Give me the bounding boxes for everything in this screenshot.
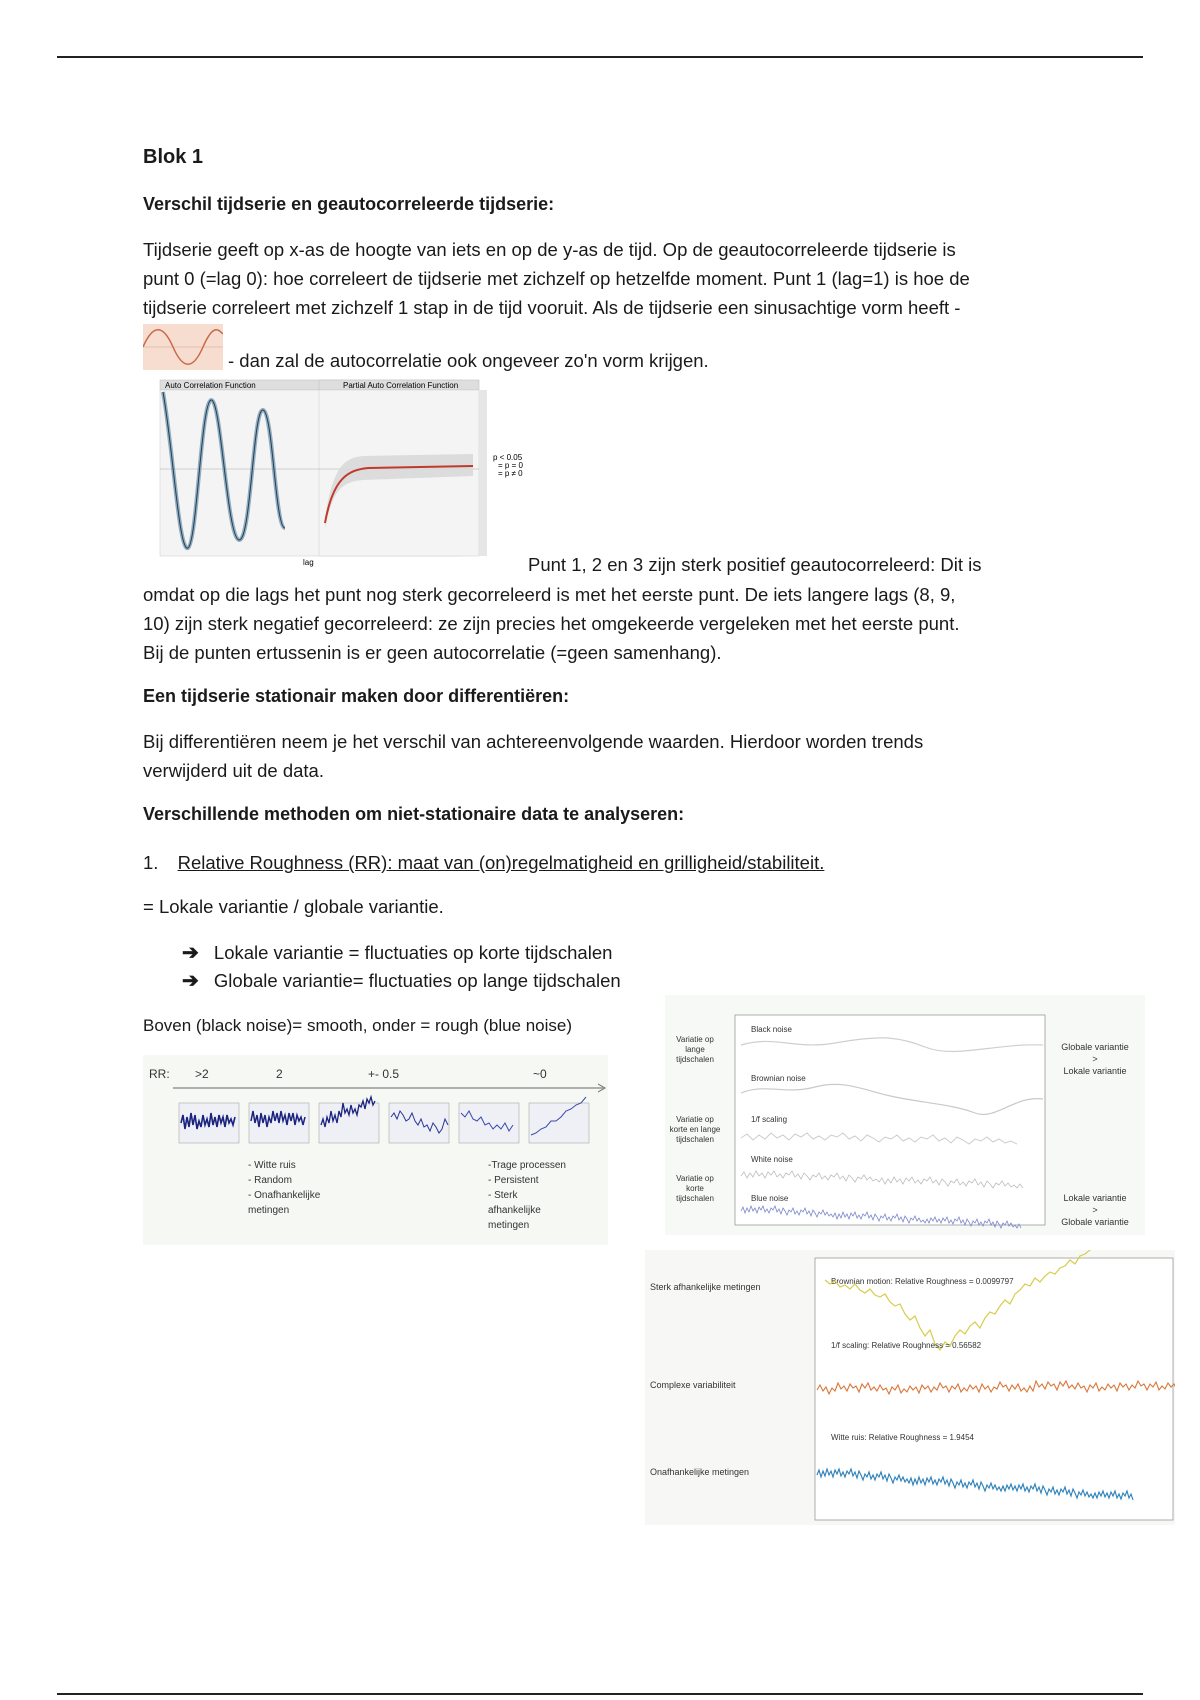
acf-title: Auto Correlation Function: [165, 381, 256, 390]
rr-tick-1: >2: [195, 1067, 209, 1081]
rough-series-2-label: 1/f scaling: Relative Roughness = 0.56582: [831, 1341, 982, 1350]
series-brownian-noise: Brownian noise: [751, 1074, 806, 1083]
after-line-4: Bij de punten ertussenin is er geen autocorrelatie (=geen samenhang).: [143, 642, 722, 663]
series-white-noise: White noise: [751, 1155, 793, 1164]
left-label-2b: korte en lange: [669, 1125, 721, 1134]
page-heading: Blok 1: [143, 146, 204, 168]
section1-paragraph: [143, 235, 1083, 322]
right-note-1: -Trage processen: [488, 1160, 566, 1171]
left-label-2c: tijdschalen: [676, 1135, 714, 1144]
para-line-2: punt 0 (=lag 0): hoe correleert de tijdserie met zichzelf op hetzelfde moment. Punt 1 (lag=1) is hoe de: [143, 268, 970, 289]
bullet-1: [182, 938, 612, 968]
section2-line-2: verwijderd uit de data.: [143, 760, 324, 781]
left-note-4: metingen: [248, 1205, 290, 1216]
section2-paragraph: [143, 727, 1103, 785]
left-label-1c: tijdschalen: [676, 1055, 714, 1064]
rr-tick-4: ~0: [533, 1067, 547, 1081]
left-note-2: - Random: [248, 1175, 292, 1186]
rr-label: RR:: [149, 1067, 170, 1081]
rough-left-label-1: Sterk afhankelijke metingen: [650, 1282, 761, 1292]
after-paragraph: [143, 580, 1103, 667]
after-line-3: 10) zijn sterk negatief gecorreleerd: ze zijn precies het omgekeerde vergeleken met het eerste punt.: [143, 613, 960, 634]
section2-line-1: Bij differentiëren neem je het verschil van achtereenvolgende waarden. Hierdoor worden trends: [143, 731, 924, 752]
para-line-4: - dan zal de autocorrelatie ook ongeveer zo'n vorm krijgen.: [228, 350, 709, 371]
list-item-number: 1.: [143, 852, 159, 873]
series-black-noise: Black noise: [751, 1025, 792, 1034]
left-label-1b: lange: [685, 1045, 705, 1054]
acf-xlabel: lag: [303, 558, 314, 567]
left-label-2a: Variatie op: [676, 1115, 714, 1124]
left-label-3c: tijdschalen: [676, 1194, 714, 1203]
after-line-2: omdat op die lags het punt nog sterk gecorreleerd is met het eerste punt. De iets langere lags (8, 9,: [143, 584, 956, 605]
bottom-rule: [57, 1693, 1143, 1695]
series-blue-noise: Blue noise: [751, 1194, 789, 1203]
section1-title: Verschil tijdserie en geautocorreleerde tijdserie:: [143, 194, 555, 214]
after-line-1: Punt 1, 2 en 3 zijn sterk positief geautocorreleerd: Dit is: [528, 554, 982, 575]
acf-pacf-figure: [143, 378, 533, 568]
right-top-3: Lokale variantie: [1063, 1066, 1127, 1076]
left-note-3: - Onafhankelijke: [248, 1190, 321, 1201]
rough-series-1-label: Brownian motion: Relative Roughness = 0.0099797: [831, 1277, 1014, 1286]
left-label-1a: Variatie op: [676, 1035, 714, 1044]
right-bottom-3: Globale variantie: [1061, 1217, 1129, 1227]
arrow-icon: ➔: [182, 942, 199, 964]
rough-left-label-2: Complexe variabiliteit: [650, 1380, 736, 1390]
arrow-icon: ➔: [182, 970, 199, 992]
para-line-1: Tijdserie geeft op x-as de hoogte van iets en op de y-as de tijd. Op de geautocorreleerde tijdserie is: [143, 239, 956, 260]
left-label-3b: korte: [686, 1184, 704, 1193]
series-1f-scaling: 1/f scaling: [751, 1115, 788, 1124]
bullet-2: [182, 966, 621, 996]
right-bottom-1: Lokale variantie: [1063, 1193, 1127, 1203]
bullet-2-text: Globale variantie= fluctuaties op lange tijdschalen: [213, 970, 621, 991]
top-rule: [57, 56, 1143, 58]
rr-tick-2: 2: [276, 1067, 283, 1081]
left-note-1: - Witte ruis: [248, 1160, 296, 1171]
right-bottom-2: >: [1092, 1205, 1098, 1215]
sine-thumbnail: [143, 324, 223, 370]
right-note-2: - Persistent: [488, 1175, 539, 1186]
legend-3: = p ≠ 0: [498, 469, 523, 478]
legend-1: p < 0.05: [493, 453, 523, 462]
right-top-1: Globale variantie: [1061, 1042, 1129, 1052]
rough-left-label-3: Onafhankelijke metingen: [650, 1467, 750, 1477]
formula: = Lokale variantie / globale variantie.: [143, 896, 444, 917]
rr-tick-3: +- 0.5: [368, 1067, 400, 1081]
legend-2: = p = 0: [498, 461, 523, 470]
caption: Boven (black noise)= smooth, onder = rough (blue noise): [143, 1016, 573, 1035]
pacf-title: Partial Auto Correlation Function: [343, 381, 459, 390]
right-top-2: >: [1092, 1054, 1098, 1064]
rr-figure: [143, 1055, 608, 1245]
roughness-figure: [645, 1250, 1175, 1525]
right-note-5: metingen: [488, 1220, 530, 1231]
bullet-1-text: Lokale variantie = fluctuaties op korte tijdschalen: [213, 942, 613, 963]
section3-title: Verschillende methoden om niet-stationaire data te analyseren:: [143, 804, 685, 824]
right-note-3: - Sterk: [488, 1190, 518, 1201]
para-line-3: tijdserie correleert met zichzelf 1 stap in de tijd vooruit. Als de tijdserie een sinusachtige vorm heeft -: [143, 297, 961, 318]
noise-figure: [665, 995, 1145, 1235]
section2-title: Een tijdserie stationair maken door differentiëren:: [143, 686, 570, 706]
rough-series-3-label: Witte ruis: Relative Roughness = 1.9454: [831, 1433, 974, 1442]
right-note-4: afhankelijke: [488, 1205, 541, 1216]
left-label-3a: Variatie op: [676, 1174, 714, 1183]
list-item-text: Relative Roughness (RR): maat van (on)regelmatigheid en grilligheid/stabiliteit.: [177, 852, 825, 873]
list-item-1: [143, 848, 824, 877]
